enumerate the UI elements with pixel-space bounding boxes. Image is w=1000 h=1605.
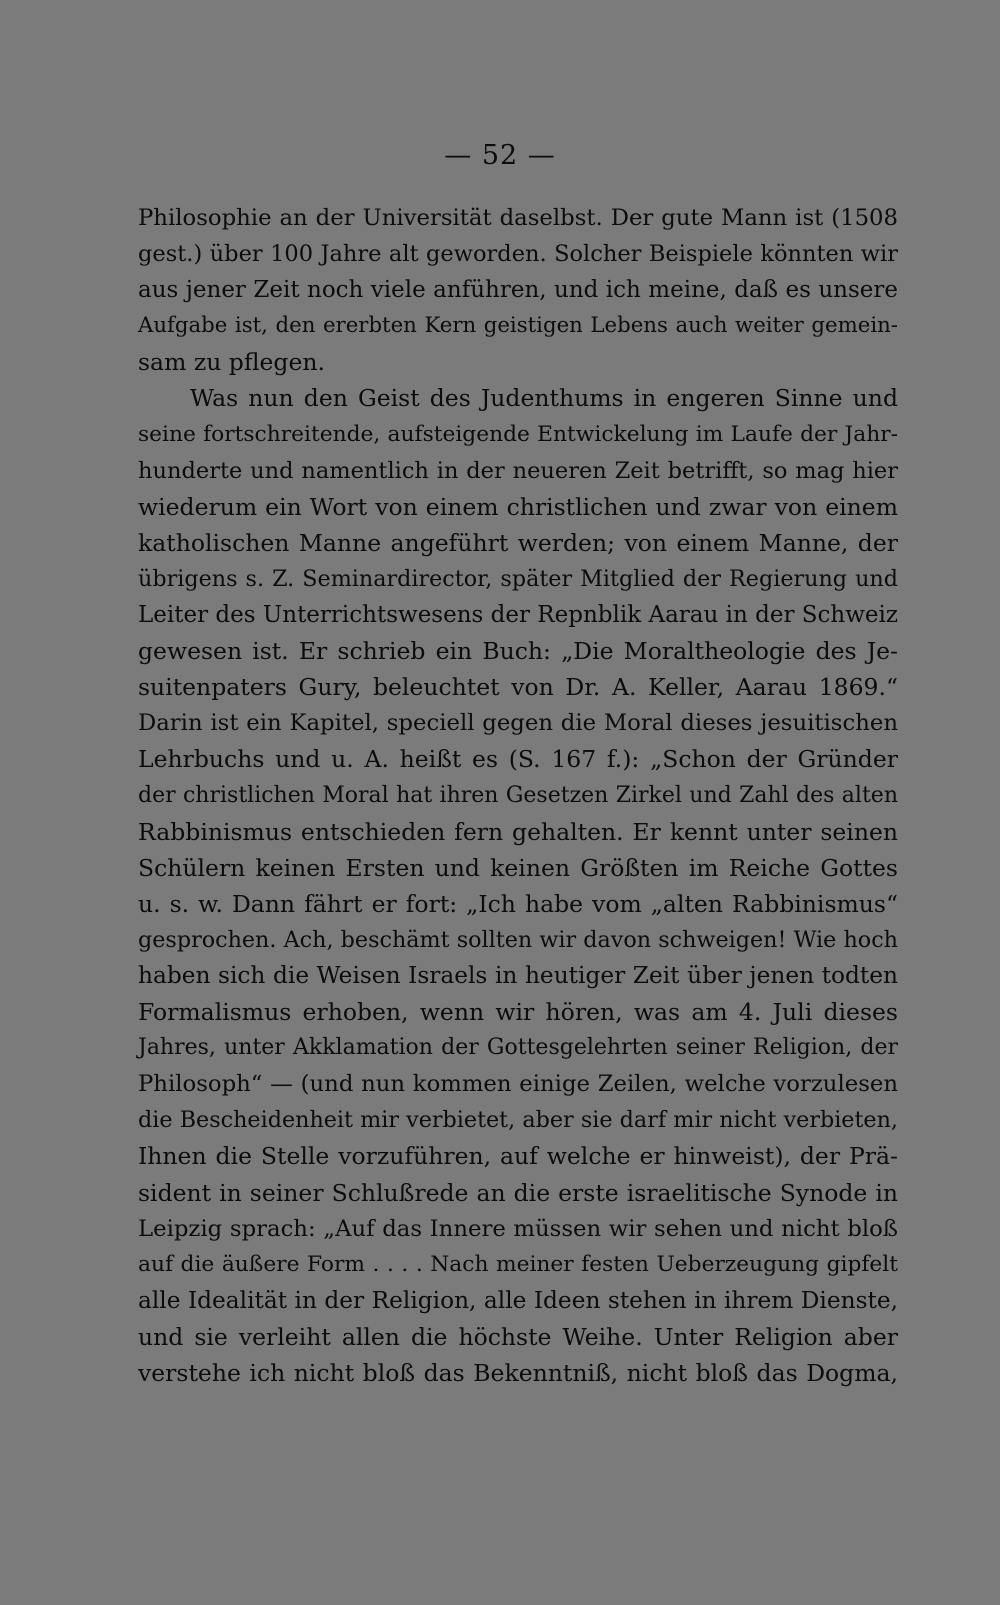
text-line: u. s. w. Dann fährt er fort: „Ich habe vom „alten Rabbinismus“ [138,889,898,918]
text-line: verstehe ich nicht bloß das Bekenntniß, nicht bloß das Dogma, [138,1359,898,1387]
text-line: Philosoph“ — (und nun kommen einige Zeilen, welche vorzulesen [138,1071,898,1098]
text-line: Darin ist ein Kapitel, speciell gegen die Moral dieses jesuitischen [138,710,898,737]
text-line: sam zu pflegen. [138,348,325,377]
text-line: der christlichen Moral hat ihren Gesetzen Zirkel und Zahl des alten [138,782,898,808]
text-line: hunderte und namentlich in der neueren Zeit betrifft, so mag hier [138,457,898,484]
text-line: Schülern keinen Ersten und keinen Größten im Reiche Gottes [138,853,898,882]
text-line: haben sich die Weisen Israels in heutiger Zeit über jenen todten [138,961,898,989]
text-line: Leipzig sprach: „Auf das Innere müssen wir sehen und nicht bloß [138,1215,898,1242]
text-line: übrigens s. Z. Seminardirector, später Mitglied der Regierung und [138,565,898,592]
text-line: Ihnen die Stelle vorzuführen, auf welche er hinweist), der Prä- [138,1142,898,1171]
text-line: aus jener Zeit noch viele anführen, und ich meine, daß es unsere [138,277,898,304]
text-line: die Bescheidenheit mir verbietet, aber sie darf mir nicht verbieten, [138,1107,898,1134]
text-line: gesprochen. Ach, beschämt sollten wir davon schweigen! Wie hoch [138,926,898,953]
text-line: wiederum ein Wort von einem christlichen und zwar von einem [138,492,898,521]
text-line: Aufgabe ist, den ererbten Kern geistigen Lebens auch weiter gemein- [138,313,898,339]
text-line: auf die äußere Form . . . . Nach meiner festen Ueberzeugung gipfelt [138,1251,898,1277]
text-line: suitenpaters Gury, beleuchtet von Dr. A. Keller, Aarau 1869.“ [138,673,898,702]
text-line: gest.) über 100 Jahre alt geworden. Solcher Beispiele könnten wir [138,241,898,268]
text-line: seine fortschreitende, aufsteigende Entwickelung im Laufe der Jahr- [138,421,898,447]
text-line: Rabbinismus entschieden fern gehalten. Er kennt unter seinen [138,817,898,846]
paragraph-first-line: Was nun den Geist des Judenthums in engeren Sinne und [190,384,898,413]
text-line: Leiter des Unterrichtswesens der Repnblik Aarau in der Schweiz [138,602,898,629]
text-line: katholischen Manne angeführt werden; von einem Manne, der [138,528,898,557]
text-line: Jahres, unter Akklamation der Gottesgelehrten seiner Religion, der [138,1035,898,1061]
text-line: Formalismus erhoben, wenn wir hören, was am 4. Juli dieses [138,998,898,1027]
text-line: und sie verleiht allen die höchste Weihe. Unter Religion aber [138,1322,898,1351]
text-line: gewesen ist. Er schrieb ein Buch: „Die Moraltheologie des Je- [138,637,898,666]
text-line: sident in seiner Schlußrede an die erste israelitische Synode in [138,1178,898,1207]
text-line: Philosophie an der Universität daselbst. Der gute Mann ist (1508 [138,205,898,231]
body-text [138,200,898,1391]
text-line: alle Idealität in der Religion, alle Ideen stehen in ihrem Dienste, [138,1286,898,1314]
page-number: — 52 — [444,140,556,171]
text-line: Lehrbuchs und u. A. heißt es (S. 167 f.): „Schon der Gründer [138,745,898,774]
